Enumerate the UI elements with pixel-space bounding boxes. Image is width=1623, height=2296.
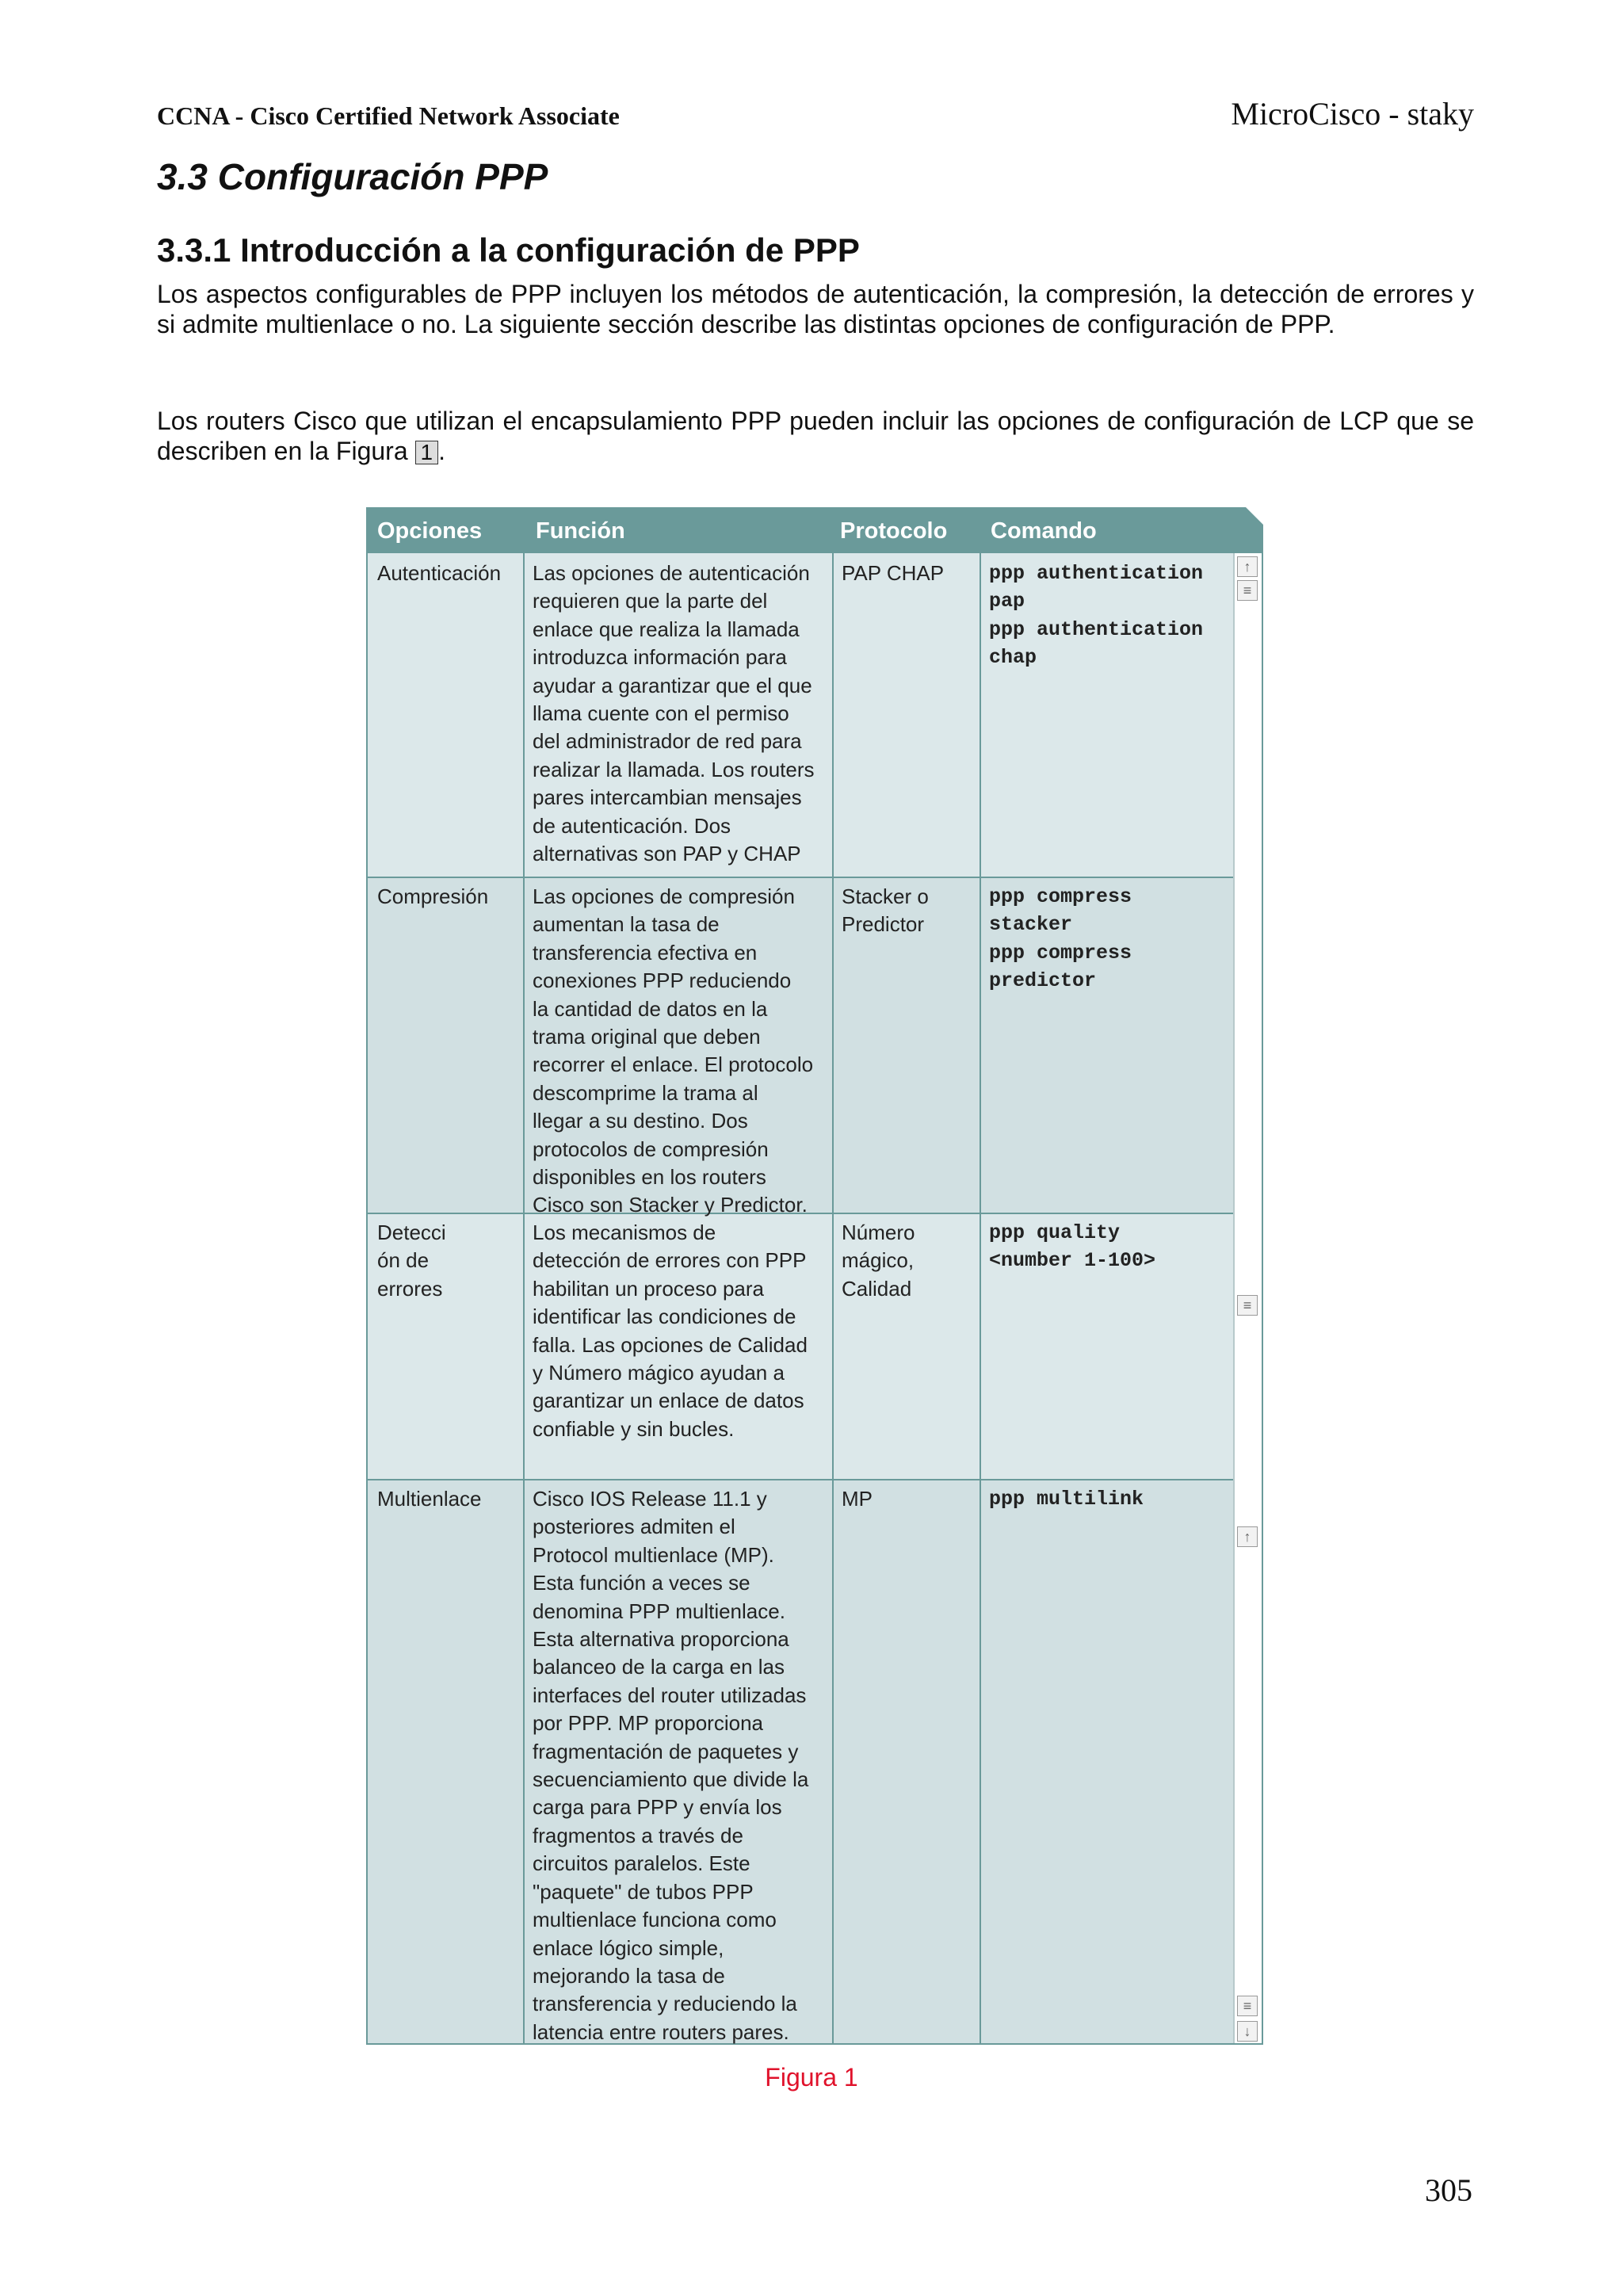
- cell-protocol: Stacker o Predictor: [842, 884, 929, 937]
- cell-function: Las opciones de compresión aumentan la tasa de transferencia efectiva en conexiones PPP reduciendo la cantidad de datos en la trama original que deben recorrer el enlace. El protocolo descomprime la trama al llegar a su destino. Dos protocolos de compresión disponibles en los routers Cisco son Stacker y Predictor.: [533, 884, 814, 1217]
- scroll-grip-icon[interactable]: ≡: [1237, 1996, 1258, 2016]
- cell-command: ppp authentication pap ppp authentication chap: [989, 562, 1204, 670]
- cell-function: Las opciones de autenticación requieren que la parte del enlace que realiza la llamada introduzca información para ayudar a garantizar que el que llama cuente con el permiso del administrador de red para realizar la llamada. Los routers pares intercambian mensajes de autenticación. Dos alternativas son PAP y CHAP: [533, 561, 815, 866]
- cell-option: Detecci ón de errores: [377, 1221, 446, 1301]
- running-header-right: MicroCisco - staky: [1231, 96, 1474, 132]
- cell-option: Compresión: [377, 884, 489, 908]
- header-funcion: Función: [536, 518, 625, 544]
- lcp-paragraph-text: Los routers Cisco que utilizan el encapsulamiento PPP pueden incluir las opciones de configuración de LCP que se describen en la Figura: [157, 407, 1474, 465]
- column-divider: [832, 553, 834, 2043]
- subsection-title: 3.3.1 Introducción a la configuración de PPP: [157, 231, 860, 269]
- running-header-left: CCNA - Cisco Certified Network Associate: [157, 101, 620, 130]
- page-number: 305: [1425, 2172, 1472, 2208]
- header-corner: [1246, 507, 1263, 525]
- row-divider: [368, 1479, 1235, 1480]
- row-divider: [368, 877, 1235, 878]
- figure-link[interactable]: 1: [415, 441, 439, 464]
- header-protocolo: Protocolo: [840, 518, 948, 544]
- lcp-paragraph-end: .: [438, 437, 445, 465]
- scroll-up-icon[interactable]: ↑: [1237, 1526, 1258, 1547]
- cell-function: Los mecanismos de detección de errores con PPP habilitan un proceso para identificar las condiciones de falla. Las opciones de Calidad y Número mágico ayudan a garantizar un enlace de datos confiable y sin bucles.: [533, 1221, 808, 1441]
- cell-protocol: Número mágico, Calidad: [842, 1221, 915, 1301]
- cell-function: Cisco IOS Release 11.1 y posteriores admiten el Protocol multienlace (MP). Esta función a veces se denomina PPP multienlace. Esta alternativa proporciona balanceo de la carga en las interfaces del router utilizadas por PPP. MP proporciona fragmentación de paquetes y secuenciamiento que divide la carga para PPP y envía los fragmentos a través de circuitos paralelos. Este "paquete" de tubos PPP multienlace funciona como enlace lógico simple, mejorando la tasa de transferencia y reduciendo la latencia entre routers pares.: [533, 1487, 809, 2044]
- cell-protocol: PAP CHAP: [842, 561, 945, 585]
- cell-command: ppp compress stacker ppp compress predictor: [989, 885, 1132, 993]
- column-divider: [523, 553, 525, 2043]
- scroll-grip-icon[interactable]: ≡: [1237, 1295, 1258, 1316]
- lcp-paragraph: [157, 406, 1474, 466]
- figure-caption: Figura 1: [765, 2063, 858, 2092]
- cell-command: ppp multilink: [989, 1488, 1144, 1511]
- cell-command: ppp quality <number 1-100>: [989, 1221, 1156, 1273]
- cell-option: Autenticación: [377, 561, 502, 585]
- header-comando: Comando: [991, 518, 1097, 544]
- scroll-up-icon[interactable]: ↑: [1237, 556, 1258, 577]
- header-opciones: Opciones: [377, 518, 483, 544]
- section-title: 3.3 Configuración PPP: [157, 156, 548, 197]
- cell-option: Multienlace: [377, 1487, 482, 1511]
- scroll-down-icon[interactable]: ↓: [1237, 2021, 1258, 2042]
- intro-paragraph: Los aspectos configurables de PPP incluyen los métodos de autenticación, la compresión, la detección de errores y si admite multienlace o no. La siguiente sección describe las distintas opciones de configuración de PPP.: [157, 280, 1474, 338]
- table-header: [368, 509, 1262, 553]
- scroll-grip-icon[interactable]: ≡: [1237, 580, 1258, 601]
- table-scrollbar[interactable]: [1233, 553, 1262, 2043]
- cell-protocol: MP: [842, 1487, 873, 1511]
- ppp-options-figure: [366, 507, 1263, 2045]
- column-divider: [980, 553, 981, 2043]
